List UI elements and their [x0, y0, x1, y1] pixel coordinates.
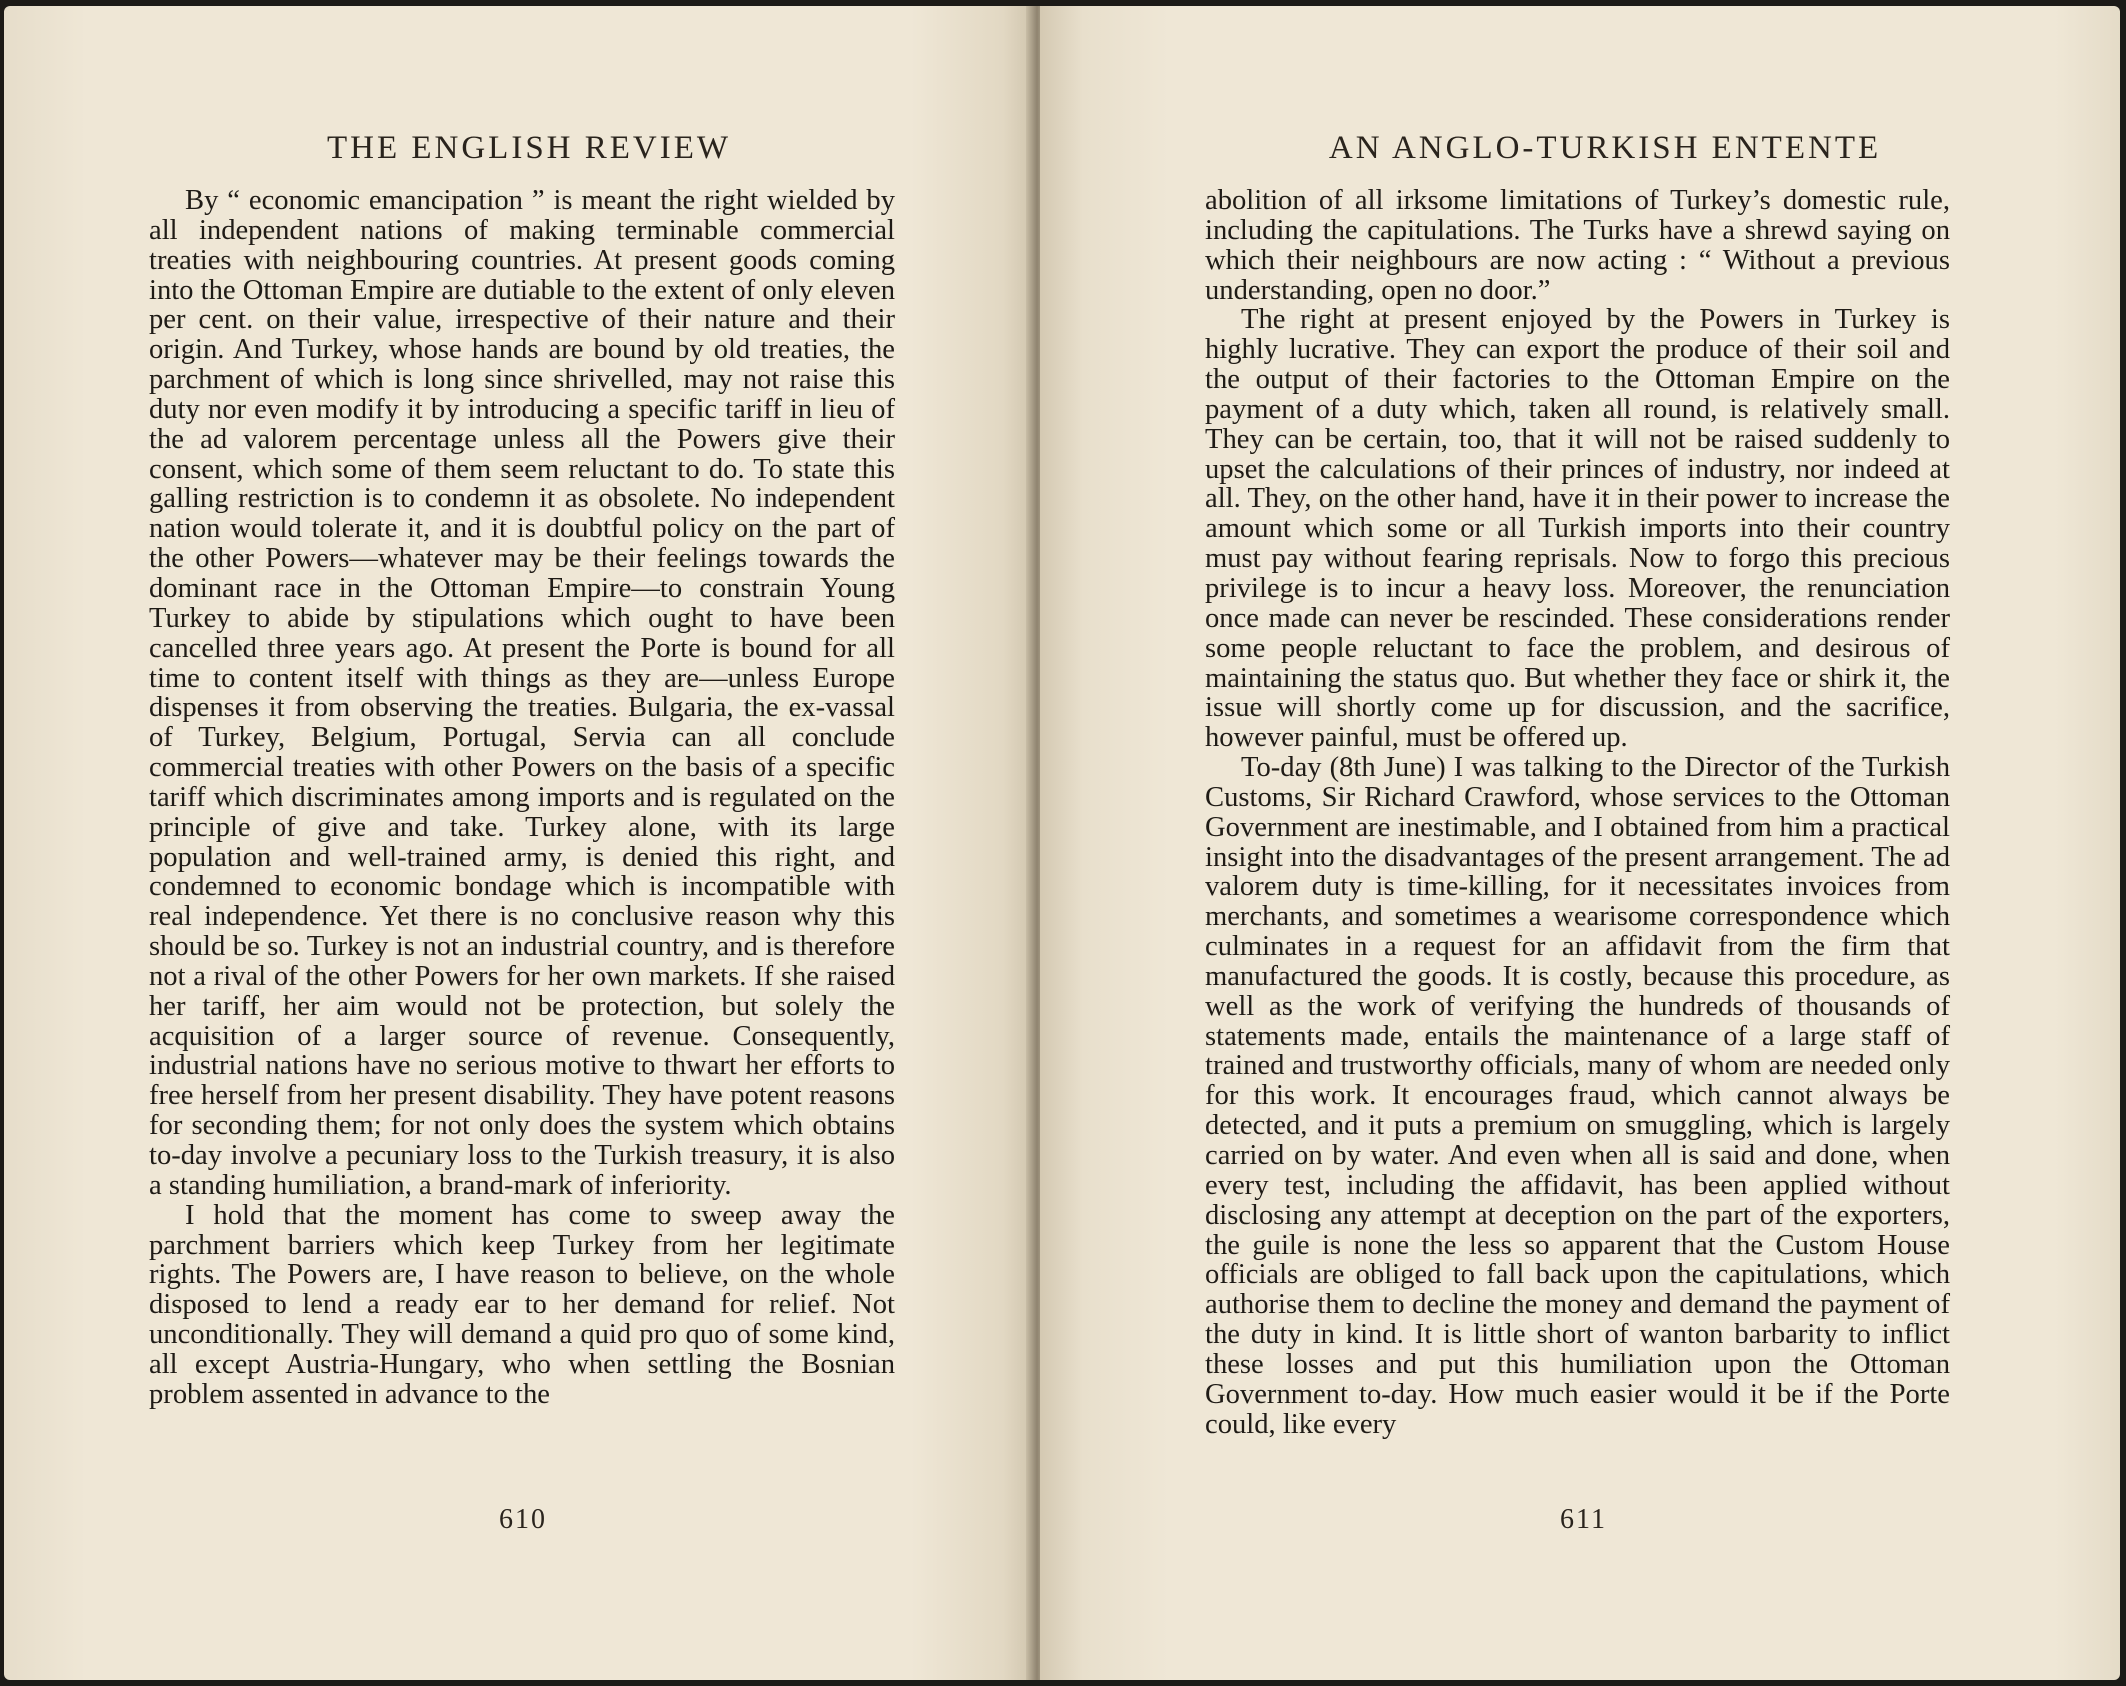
left-page: [4, 6, 1034, 1680]
paragraph: I hold that the moment has come to sweep away the parchment barriers which keep Turkey from her legitimate rights. The Powers are, I have reason to believe, on the whole disposed to lend a ready ear to her demand for relief. Not unconditionally. They will demand a quid pro quo of some kind, all except Austria-Hungary, who when settling the Bosnian problem assented in advance to the: [149, 1199, 895, 1410]
running-head: THE ENGLISH REVIEW: [326, 130, 732, 166]
paragraph: The right at present enjoyed by the Powers in Turkey is highly lucrative. They can export the produce of their soil and the output of their factories to the Ottoman Empire on the payment of a duty which, taken all round, is relatively small. They can be certain, too, that it will not be raised suddenly to upset the calculations of their princes of industry, nor indeed at all. They, on the other hand, have it in their power to increase the amount which some or all Turkish imports into their country must pay without fearing reprisals. Now to forgo this precious privilege is to incur a heavy loss. Moreover, the renunciation once made can never be rescinded. These considerations render some people reluctant to face the problem, and desirous of maintaining the status quo. But whether they face or shirk it, the issue will shortly come up for discussion, and the sacrifice, however painful, must be offered up.: [1205, 304, 1950, 754]
paragraph: By “ economic emancipation ” is meant the right wielded by all independent nations of making terminable commercial treaties with neighbouring countries. At present goods coming into the Ottoman Empire are dutiable to the extent of only eleven per cent. on their value, irrespective of their nature and their origin. And Turkey, whose hands are bound by old treaties, the parchment of which is long since shrivelled, may not raise this duty nor even modify it by introducing a specific tariff in lieu of the ad valorem percentage unless all the Powers give their consent, which some of them seem reluctant to do. To state this galling restriction is to condemn it as obsolete. No independent nation would tolerate it, and it is doubtful policy on the part of the other Powers—whatever may be their feelings towards the dominant race in the Ottoman Empire—to constrain Young Turkey to abide by stipulations which ought to have been cancelled three years ago. At present the Porte is bound for all time to content itself with things as they are—unless Europe dispenses it from observing the treaties. Bulgaria, the ex-vassal of Turkey, Belgium, Portugal, Servia can all conclude commercial treaties with other Powers on the basis of a specific tariff which discriminates among imports and is regulated on the principle of give and take. Turkey alone, with its large population and well-trained army, is denied this right, and condemned to economic bondage which is incompatible with real independence. Yet there is no conclusive reason why this should be so. Turkey is not an industrial country, and is therefore not a rival of the other Powers for her own markets. If she raised her tariff, her aim would not be protection, but solely the acquisition of a larger source of revenue. Consequently, industrial nations have no serious motive to thwart her efforts to free herself from her present disability. They have potent reasons for seconding them; for not only does the system which obtains to-day involve a pecuniary loss to the Turkish treasury, it is also a standing humiliation, a brand-mark of inferiority.: [149, 185, 895, 1201]
page-number: 611: [1560, 1504, 1607, 1535]
right-page: [1040, 6, 2120, 1680]
paragraph: abolition of all irksome limitations of Turkey’s domestic rule, including the capitulations. The Turks have a shrewd saying on which their neighbours are now acting : “ Without a previous understanding, open no door.”: [1205, 185, 1950, 306]
page-number: 610: [499, 1504, 547, 1535]
running-head: AN ANGLO-TURKISH ENTENTE: [1328, 130, 1882, 166]
body-text: [149, 186, 895, 1410]
paragraph: To-day (8th June) I was talking to the Director of the Turkish Customs, Sir Richard Crawford, whose services to the Ottoman Government are inestimable, and I obtained from him a practical insight into the disadvantages of the present arrangement. The ad valorem duty is time-killing, for it necessitates invoices from merchants, and sometimes a wearisome correspondence which culminates in a request for an affidavit from the firm that manufactured the goods. It is costly, because this procedure, as well as the work of verifying the hundreds of thousands of statements made, entails the maintenance of a large staff of trained and trustworthy officials, many of whom are needed only for this work. It encourages fraud, which cannot always be detected, and it puts a premium on smuggling, which is largely carried on by water. And even when all is said and done, when every test, including the affidavit, has been applied without disclosing any attempt at deception on the part of the exporters, the guile is none the less so apparent that the Custom House officials are obliged to fall back upon the capitulations, which authorise them to decline the money and demand the payment of the duty in kind. It is little short of wanton barbarity to inflict these losses and put this humiliation upon the Ottoman Government to-day. How much easier would it be if the Porte could, like every: [1205, 752, 1950, 1440]
body-text: [1205, 186, 1950, 1439]
